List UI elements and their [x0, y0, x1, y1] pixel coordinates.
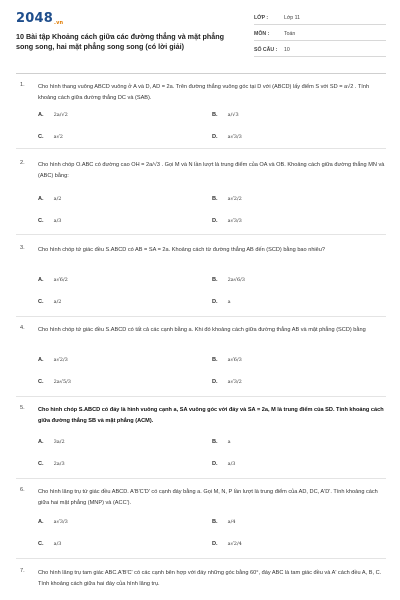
option-a[interactable] — [38, 112, 68, 118]
option-value: 3a/2 — [53, 439, 65, 445]
meta-label: SỐ CÂU : — [254, 47, 278, 53]
option-b[interactable] — [212, 112, 239, 118]
option-a[interactable] — [38, 357, 68, 363]
question-divider — [16, 558, 386, 559]
question-text: Cho hình lăng trụ tam giác ABC.A'B'C' có các cạnh bên hợp với đáy những góc bằng 60°, đáy ABC là tam giác đều và A' cách đều A, B, C. Tính khoảng cách giữa hai đáy của hình lăng trụ. — [38, 570, 382, 587]
option-letter: B. — [212, 196, 218, 202]
option-value: 2a/√2 — [53, 112, 68, 118]
option-value: a/2 — [53, 196, 62, 202]
option-letter: C. — [38, 299, 44, 305]
option-value: 2a/3 — [53, 461, 65, 467]
option-value: a/2 — [53, 299, 62, 305]
option-letter: A. — [38, 277, 44, 283]
option-letter: B. — [212, 439, 218, 445]
option-value: a√3/3 — [53, 519, 68, 525]
option-b[interactable] — [212, 357, 242, 363]
option-letter: A. — [38, 519, 44, 525]
option-letter: D. — [212, 461, 218, 467]
site-logo[interactable] — [16, 11, 63, 26]
option-value: a/√3 — [227, 112, 239, 118]
meta-row-subject — [254, 28, 386, 41]
option-letter: C. — [38, 379, 44, 385]
option-letter: D. — [212, 379, 218, 385]
option-value: 2a√5/3 — [53, 379, 71, 385]
document-title: 10 Bài tập Khoảng cách giữa các đường thẳng và mặt phẳng song song, hai mặt phẳng song song (có lời giải) — [16, 32, 225, 51]
question-text: Cho hình lăng trụ tứ giác đều ABCD. A'B'C'D' có cạnh đáy bằng a. Gọi M, N, P lần lượt là trung điểm của AD, DC, A'D'. Tính khoảng cách giữa hai mặt phẳng (MNP) và (ACC'). — [38, 489, 378, 506]
option-d[interactable] — [212, 218, 242, 224]
option-letter: B. — [212, 277, 218, 283]
logo-main-text: 2048 — [16, 11, 53, 26]
question-divider — [16, 234, 386, 235]
question-number: 6. — [20, 487, 25, 493]
option-c[interactable] — [38, 134, 63, 140]
option-letter: C. — [38, 541, 44, 547]
question-divider — [16, 396, 386, 397]
option-letter: B. — [212, 112, 218, 118]
meta-label: MÔN : — [254, 31, 270, 37]
document-header — [0, 0, 400, 70]
question-number: 5. — [20, 405, 25, 411]
option-c[interactable] — [38, 461, 65, 467]
meta-row-count — [254, 44, 386, 57]
option-c[interactable] — [38, 299, 61, 305]
option-value: a/3 — [53, 541, 62, 547]
option-b[interactable] — [212, 196, 242, 202]
option-value: a√3/3 — [227, 134, 242, 140]
question-text: Cho hình thang vuông ABCD vuông ở A và D, AD = 2a. Trên đường thẳng vuông góc tại D với (ABCD) lấy điểm S với SD = a√2 . Tính khoảng cách giữa đường thẳng DC và (SAB). — [38, 84, 370, 101]
question-number: 2. — [20, 160, 25, 166]
option-value: a√6/3 — [227, 357, 242, 363]
meta-label: LỚP : — [254, 15, 269, 21]
option-letter: D. — [212, 299, 218, 305]
option-letter: C. — [38, 134, 44, 140]
option-value: 2a√6/3 — [227, 277, 245, 283]
option-letter: A. — [38, 357, 44, 363]
question-text: Cho hình chóp S.ABCD có đáy là hình vuông cạnh a, SA vuông góc với đáy và SA = 2a, M là trung điểm của SD. Tính khoảng cách giữa đường thẳng SB và mặt phẳng (ACM). — [38, 407, 384, 424]
question-text: Cho hình chóp O.ABC có đường cao OH = 2a/√3 . Gọi M và N lần lượt là trung điểm của OA và OB. Khoảng cách giữa đường thẳng MN và (ABC) bằng: — [38, 162, 385, 179]
option-d[interactable] — [212, 379, 242, 385]
question-number: 1. — [20, 82, 25, 88]
option-value: a√2 — [53, 134, 63, 140]
option-b[interactable] — [212, 519, 235, 525]
option-letter: B. — [212, 519, 218, 525]
option-value: a√2/4 — [227, 541, 242, 547]
option-letter: C. — [38, 218, 44, 224]
option-letter: D. — [212, 218, 218, 224]
option-d[interactable] — [212, 299, 231, 305]
option-value: a√2/2 — [227, 196, 242, 202]
meta-value: Toán — [284, 31, 296, 37]
option-letter: B. — [212, 357, 218, 363]
option-c[interactable] — [38, 218, 61, 224]
option-a[interactable] — [38, 196, 61, 202]
option-value: a√3/2 — [227, 379, 242, 385]
option-letter: D. — [212, 134, 218, 140]
option-value: a√3/3 — [227, 218, 242, 224]
option-b[interactable] — [212, 439, 231, 445]
meta-info — [254, 12, 386, 60]
question-divider — [16, 148, 386, 149]
option-value: a/3 — [227, 461, 236, 467]
option-d[interactable] — [212, 461, 235, 467]
question-divider — [16, 478, 386, 479]
question-number: 4. — [20, 325, 25, 331]
option-letter: A. — [38, 112, 44, 118]
question-text: Cho hình chóp tứ giác đều S.ABCD có tất cả các cạnh bằng a. Khi đó khoảng cách giữa đường thẳng AB và mặt phẳng (SCD) bằng — [38, 327, 366, 333]
option-d[interactable] — [212, 134, 242, 140]
option-c[interactable] — [38, 379, 71, 385]
option-c[interactable] — [38, 541, 61, 547]
option-value: a — [227, 299, 231, 305]
option-a[interactable] — [38, 519, 68, 525]
question-divider — [16, 316, 386, 317]
meta-row-grade — [254, 12, 386, 25]
option-b[interactable] — [212, 277, 245, 283]
option-value: a/4 — [227, 519, 236, 525]
option-d[interactable] — [212, 541, 242, 547]
option-value: a√6/2 — [53, 277, 68, 283]
option-letter: C. — [38, 461, 44, 467]
option-letter: A. — [38, 439, 44, 445]
question-number: 7. — [20, 568, 25, 574]
option-letter: A. — [38, 196, 44, 202]
option-value: a√2/3 — [53, 357, 68, 363]
option-value: a/3 — [53, 218, 62, 224]
header-divider — [16, 73, 386, 74]
question-number: 3. — [20, 245, 25, 251]
logo-sub-text: .vn — [53, 20, 64, 26]
option-a[interactable] — [38, 277, 68, 283]
option-letter: D. — [212, 541, 218, 547]
meta-value: 10 — [284, 47, 290, 53]
option-value: a — [227, 439, 231, 445]
meta-value: Lớp 11 — [284, 15, 300, 21]
option-a[interactable] — [38, 439, 65, 445]
question-text: Cho hình chóp tứ giác đều S.ABCD có AB = SA = 2a. Khoảng cách từ đường thẳng AB đến (SCD) bằng bao nhiêu? — [38, 247, 326, 253]
